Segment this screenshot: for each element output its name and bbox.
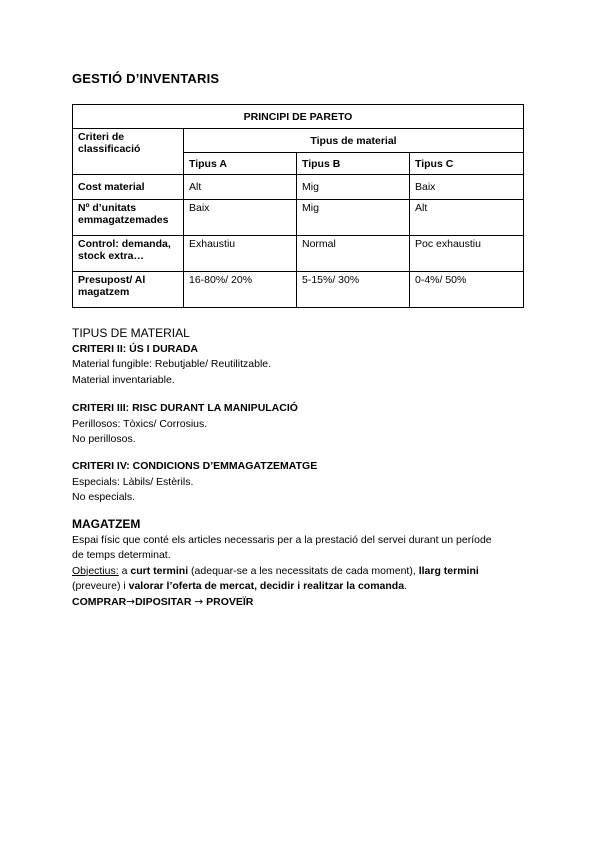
objectius-line: [72, 579, 532, 595]
cell-a: Baix: [184, 200, 297, 236]
page-title: GESTIÓ D’INVENTARIS: [72, 71, 220, 86]
text-run: llarg termini: [418, 564, 479, 577]
criteri4-heading: CRITERI IV: CONDICIONS D’EMMAGATZEMATGE: [72, 460, 318, 472]
tipus-heading: TIPUS DE MATERIAL: [72, 326, 190, 340]
text-run: (adequar-se a les necessitats de cada moment),: [188, 564, 419, 577]
criteri3-line: No perillosos.: [72, 433, 136, 446]
row-label: Nº d’unitats emmagatzemades: [73, 200, 184, 236]
table-row: [73, 200, 524, 236]
text-run: .: [404, 580, 407, 593]
text-run: (preveure) i: [72, 580, 129, 593]
magatzem-desc: de temps determinat.: [72, 549, 171, 562]
magatzem-section: [72, 517, 532, 611]
cell-a: Alt: [184, 175, 297, 200]
flow-line: [72, 595, 532, 611]
row-label: Presupost/ Al magatzem: [73, 272, 184, 308]
type-b-header: Tipus B: [297, 153, 410, 175]
cell-c: Alt: [410, 200, 524, 236]
magatzem-desc: Espai físic que conté els articles necessaris per a la prestació del servei durant un període: [72, 533, 492, 546]
flow-step: PROVEÏR: [206, 595, 254, 608]
pareto-table: [72, 104, 524, 308]
criteri2-line: Material fungible: Rebutjable/ Reutilitzable.: [72, 358, 272, 371]
criteria-header: Criteri de classificació: [73, 129, 184, 175]
row-label: Cost material: [73, 175, 184, 200]
material-header: Tipus de material: [184, 129, 524, 153]
cell-b: Mig: [297, 200, 410, 236]
cell-c: 0-4%/ 50%: [410, 272, 524, 308]
objectius-line: [72, 564, 532, 580]
criteri4-line: Especials: Làbils/ Estèrils.: [72, 475, 194, 488]
table-row: [73, 272, 524, 308]
cell-c: Baix: [410, 175, 524, 200]
table-row: [73, 175, 524, 200]
cell-b: Mig: [297, 175, 410, 200]
criteri2-heading: CRITERI II: ÚS I DURADA: [72, 342, 198, 355]
criteri2-line: Material inventariable.: [72, 373, 175, 386]
cell-c: Poc exhaustiu: [410, 236, 524, 272]
cell-b: 5-15%/ 30%: [297, 272, 410, 308]
criteri3-section: [72, 401, 532, 448]
pareto-caption: PRINCIPI DE PARETO: [73, 105, 524, 129]
row-label: Control: demanda, stock extra…: [73, 236, 184, 272]
type-a-header: Tipus A: [184, 153, 297, 175]
objectius-label: Objectius:: [72, 564, 119, 577]
type-c-header: Tipus C: [410, 153, 524, 175]
flow-step: DIPOSITAR: [135, 595, 192, 608]
arrow-icon: →: [126, 595, 136, 608]
magatzem-heading: MAGATZEM: [72, 517, 141, 531]
text-run: curt termini: [130, 564, 189, 577]
cell-a: Exhaustiu: [184, 236, 297, 272]
text-run: valorar l’oferta de mercat, decidir i realitzar la comanda: [128, 580, 405, 593]
criteri4-line: No especials.: [72, 491, 136, 504]
criteri4-section: [72, 459, 532, 506]
tipus-section: [72, 326, 532, 388]
flow-step: COMPRAR: [72, 595, 127, 608]
arrow-icon: →: [194, 595, 204, 608]
table-row: [73, 236, 524, 272]
cell-a: 16-80%/ 20%: [184, 272, 297, 308]
criteri3-heading: CRITERI III: RISC DURANT LA MANIPULACIÓ: [72, 402, 298, 414]
cell-b: Normal: [297, 236, 410, 272]
text-run: a: [118, 564, 131, 577]
criteri3-line: Perillosos: Tòxics/ Corrosius.: [72, 417, 208, 430]
